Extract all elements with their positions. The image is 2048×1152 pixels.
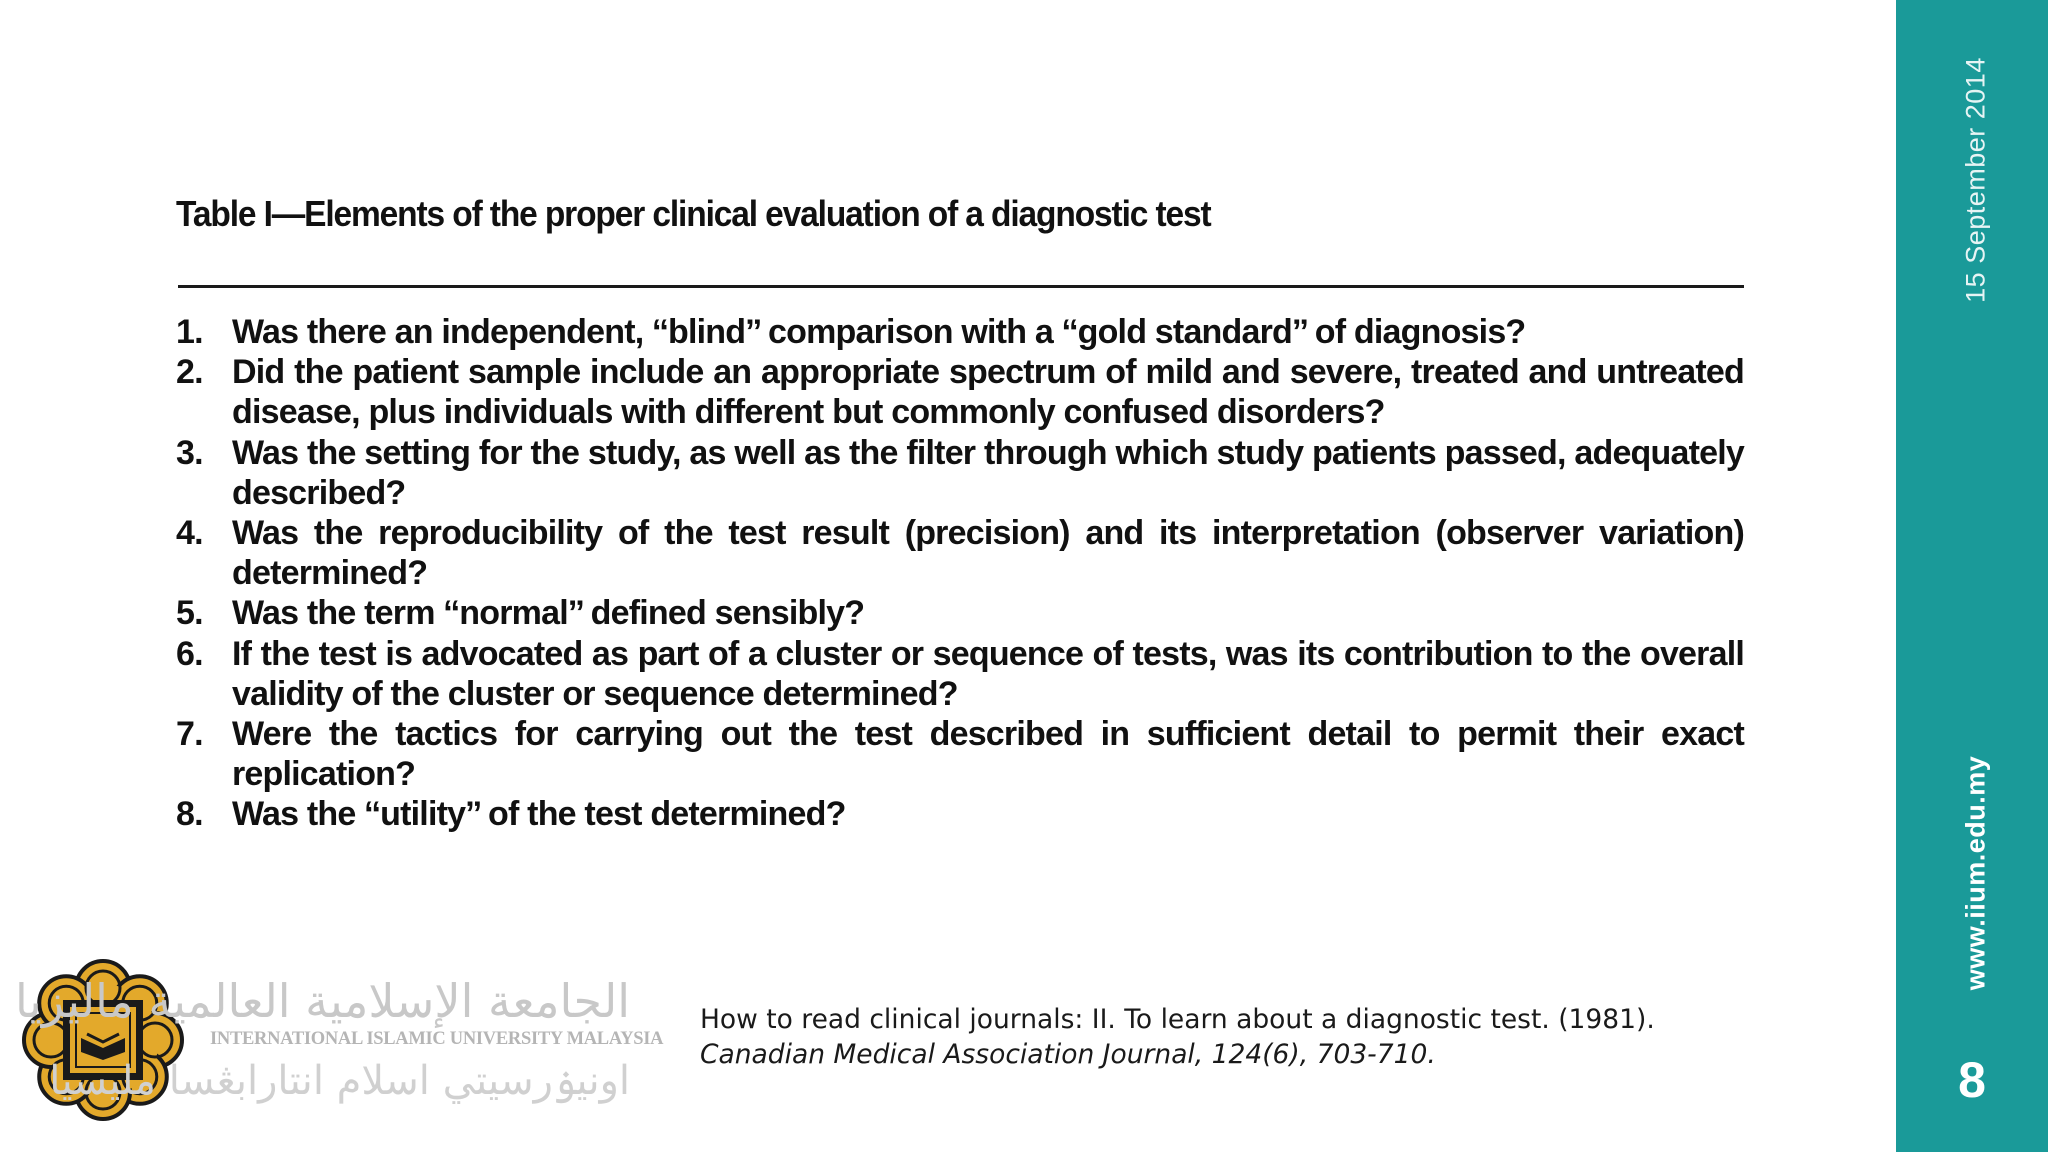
question-item [176, 634, 1744, 714]
question-number: 7. [176, 715, 203, 754]
logo-arabic-text: الجامعة الإسلامية العالمية ماليزيا [15, 974, 630, 1028]
question-item [176, 433, 1744, 513]
question-text: Was there an independent, ‘‘blind’’ comparison with a ‘‘gold standard’’ of diagnosis? [232, 313, 1526, 351]
slide-number: 8 [1958, 1052, 1986, 1108]
iium-wordmark [15, 974, 664, 1105]
question-number: 1. [176, 313, 203, 351]
question-text: Did the patient sample include an appropriate spectrum of mild and severe, treated and untreated disease, plus individuals with different but commonly confused disorders? [232, 353, 1744, 432]
citation-title: How to read clinical journals: II. To learn about a diagnostic test. (1981). [700, 1004, 1655, 1035]
question-number: 4. [176, 514, 203, 553]
table-title: Table I—Elements of the proper clinical evaluation of a diagnostic test [176, 193, 1211, 234]
question-text: Was the term ‘‘normal’’ defined sensibly? [232, 594, 865, 633]
question-item [176, 352, 1744, 432]
citation-journal: Canadian Medical Association Journal, 124(6), 703-710. [700, 1039, 1436, 1070]
sidebar-date: 15 September 2014 [1960, 57, 1991, 303]
citation [700, 1002, 1655, 1072]
question-list [176, 312, 1744, 835]
question-number: 8. [176, 795, 203, 834]
question-item [176, 312, 1744, 352]
question-text: Was the reproducibility of the test result (precision) and its interpretation (observer variation) determined? [232, 514, 1744, 593]
table-rule [178, 285, 1744, 288]
question-item [176, 714, 1744, 794]
question-item [176, 593, 1744, 633]
question-text: If the test is advocated as part of a cluster or sequence of tests, was its contribution to the overall validity of the cluster or sequence determined? [232, 634, 1744, 713]
question-number: 6. [176, 634, 203, 673]
question-text: Was the ‘‘utility’’ of the test determined? [232, 795, 846, 834]
question-text: Were the tactics for carrying out the test described in sufficient detail to permit their exact replication? [232, 715, 1744, 794]
logo-jawi-text: اونيۏرسيتي اسلام انتارابڠسا مليسيا [49, 1058, 630, 1104]
question-item [176, 794, 1744, 834]
question-number: 2. [176, 353, 203, 392]
sidebar-url: www.iium.edu.my [1960, 755, 1991, 991]
question-number: 5. [176, 594, 203, 633]
question-number: 3. [176, 433, 203, 472]
question-item [176, 513, 1744, 593]
logo-english-text: INTERNATIONAL ISLAMIC UNIVERSITY MALAYSIA [210, 1029, 664, 1049]
question-text: Was the setting for the study, as well as the filter through which study patients passed, adequately described? [232, 433, 1744, 512]
